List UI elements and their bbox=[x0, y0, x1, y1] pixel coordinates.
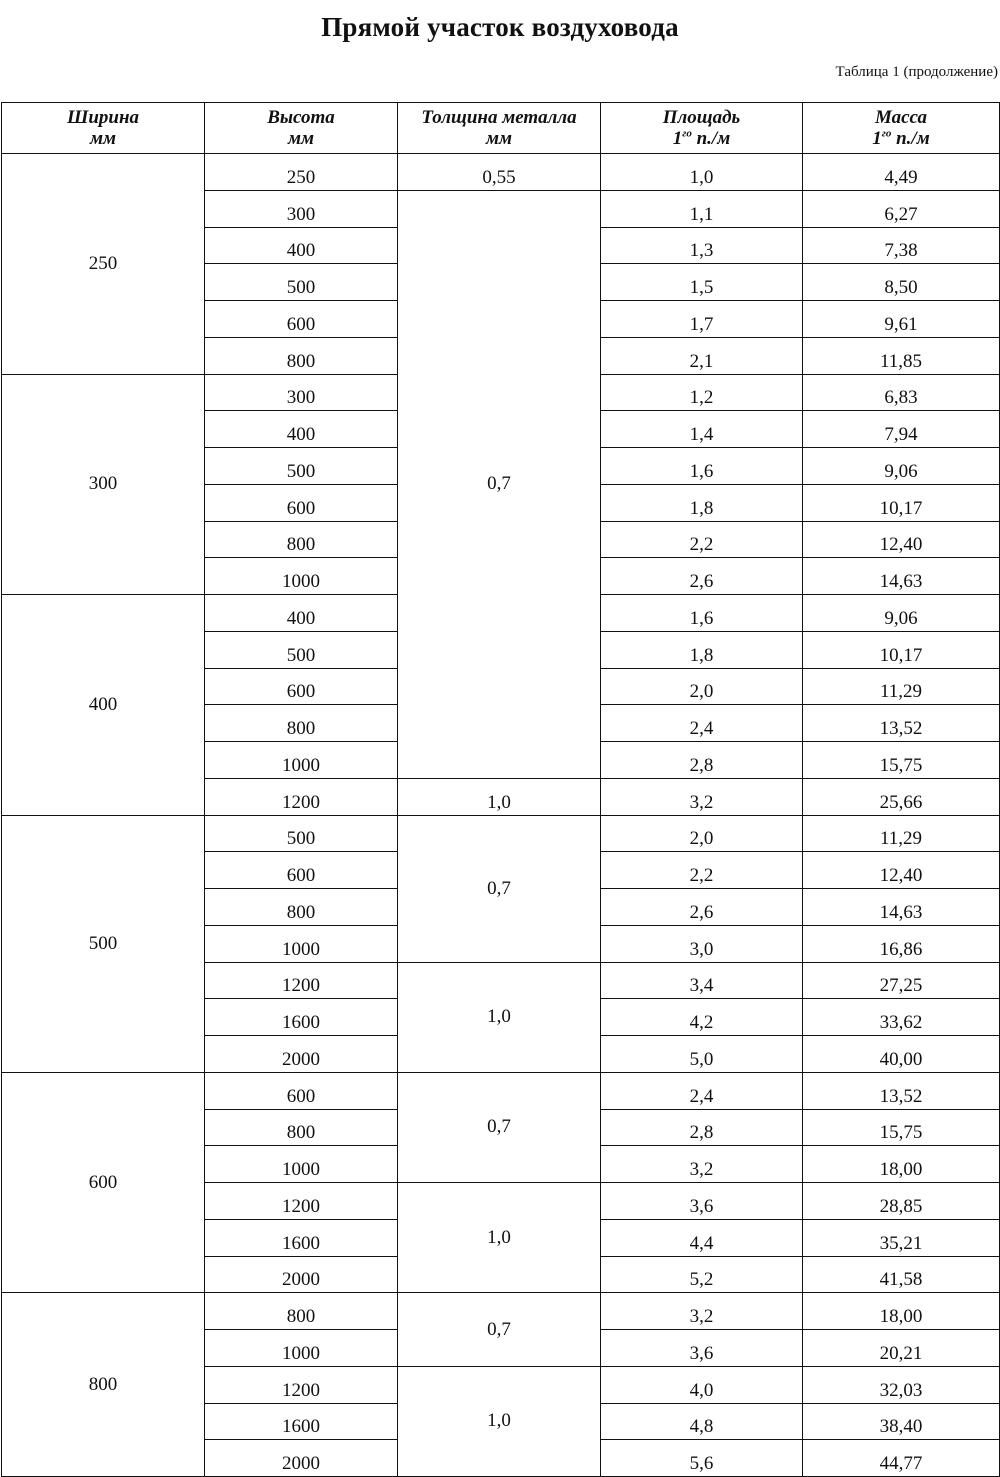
cell-width: 600 bbox=[2, 1072, 205, 1293]
duct-table bbox=[1, 102, 1000, 1477]
cell-height: 1000 bbox=[205, 1330, 398, 1367]
cell-area: 4,2 bbox=[601, 999, 803, 1036]
cell-mass: 32,03 bbox=[803, 1366, 1000, 1403]
cell-mass: 11,85 bbox=[803, 337, 1000, 374]
cell-height: 1000 bbox=[205, 742, 398, 779]
cell-mass: 35,21 bbox=[803, 1219, 1000, 1256]
header-height-unit: мм bbox=[287, 128, 315, 149]
cell-height: 400 bbox=[205, 411, 398, 448]
cell-area: 1,7 bbox=[601, 301, 803, 338]
cell-mass: 12,40 bbox=[803, 521, 1000, 558]
header-mass-unit-sup: го bbox=[881, 127, 892, 140]
cell-mass: 11,29 bbox=[803, 815, 1000, 852]
header-area-unit-sup: го bbox=[682, 127, 692, 140]
cell-area: 4,0 bbox=[601, 1366, 803, 1403]
cell-thickness: 0,7 bbox=[398, 815, 601, 962]
cell-width: 800 bbox=[2, 1293, 205, 1477]
cell-height: 1600 bbox=[205, 1219, 398, 1256]
cell-area: 2,0 bbox=[601, 668, 803, 705]
cell-height: 800 bbox=[205, 1293, 398, 1330]
cell-thickness: 1,0 bbox=[398, 778, 601, 815]
cell-mass: 15,75 bbox=[803, 742, 1000, 779]
cell-mass: 28,85 bbox=[803, 1183, 1000, 1220]
cell-area: 1,6 bbox=[601, 595, 803, 632]
cell-area: 5,0 bbox=[601, 1036, 803, 1073]
cell-mass: 15,75 bbox=[803, 1109, 1000, 1146]
cell-area: 1,5 bbox=[601, 264, 803, 301]
header-height-label: Высота bbox=[267, 107, 335, 128]
cell-thickness: 0,7 bbox=[398, 1293, 601, 1367]
cell-mass: 33,62 bbox=[803, 999, 1000, 1036]
cell-area: 3,6 bbox=[601, 1330, 803, 1367]
cell-height: 1000 bbox=[205, 558, 398, 595]
cell-area: 5,6 bbox=[601, 1440, 803, 1477]
header-mass-label: Масса bbox=[875, 107, 927, 128]
cell-height: 500 bbox=[205, 631, 398, 668]
cell-area: 3,4 bbox=[601, 962, 803, 999]
cell-mass: 7,38 bbox=[803, 227, 1000, 264]
header-area bbox=[601, 103, 803, 154]
cell-mass: 41,58 bbox=[803, 1256, 1000, 1293]
cell-area: 4,8 bbox=[601, 1403, 803, 1440]
cell-mass: 4,49 bbox=[803, 154, 1000, 191]
table-row bbox=[2, 815, 1000, 852]
cell-height: 1600 bbox=[205, 999, 398, 1036]
cell-height: 300 bbox=[205, 190, 398, 227]
cell-area: 1,8 bbox=[601, 631, 803, 668]
cell-area: 2,2 bbox=[601, 852, 803, 889]
cell-height: 500 bbox=[205, 264, 398, 301]
cell-height: 600 bbox=[205, 484, 398, 521]
cell-height: 1000 bbox=[205, 1146, 398, 1183]
cell-mass: 11,29 bbox=[803, 668, 1000, 705]
table-header bbox=[2, 103, 1000, 154]
header-mass-unit-num: 1 bbox=[872, 128, 882, 149]
cell-mass: 18,00 bbox=[803, 1293, 1000, 1330]
cell-thickness: 1,0 bbox=[398, 1183, 601, 1293]
cell-mass: 8,50 bbox=[803, 264, 1000, 301]
cell-width: 500 bbox=[2, 815, 205, 1072]
cell-height: 1200 bbox=[205, 778, 398, 815]
cell-height: 400 bbox=[205, 595, 398, 632]
cell-mass: 7,94 bbox=[803, 411, 1000, 448]
cell-thickness: 1,0 bbox=[398, 1366, 601, 1476]
cell-mass: 6,83 bbox=[803, 374, 1000, 411]
cell-area: 2,4 bbox=[601, 1072, 803, 1109]
header-width bbox=[2, 103, 205, 154]
cell-mass: 14,63 bbox=[803, 558, 1000, 595]
cell-height: 300 bbox=[205, 374, 398, 411]
header-area-unit: п./м bbox=[691, 128, 731, 149]
cell-area: 2,6 bbox=[601, 558, 803, 595]
cell-mass: 10,17 bbox=[803, 631, 1000, 668]
cell-width: 400 bbox=[2, 595, 205, 816]
cell-thickness: 0,55 bbox=[398, 154, 601, 191]
page-title: Прямой участок воздуховода bbox=[321, 12, 679, 42]
cell-height: 800 bbox=[205, 337, 398, 374]
cell-area: 3,2 bbox=[601, 1293, 803, 1330]
cell-area: 2,0 bbox=[601, 815, 803, 852]
header-area-label: Площадь bbox=[662, 107, 741, 128]
cell-area: 1,2 bbox=[601, 374, 803, 411]
cell-height: 2000 bbox=[205, 1036, 398, 1073]
header-mass-unit: п./м bbox=[891, 128, 930, 149]
cell-area: 1,6 bbox=[601, 448, 803, 485]
cell-area: 3,2 bbox=[601, 1146, 803, 1183]
cell-mass: 13,52 bbox=[803, 1072, 1000, 1109]
cell-area: 3,0 bbox=[601, 925, 803, 962]
cell-area: 3,6 bbox=[601, 1183, 803, 1220]
cell-area: 1,0 bbox=[601, 154, 803, 191]
table-caption: Таблица 1 (продолжение) bbox=[835, 64, 998, 80]
cell-mass: 27,25 bbox=[803, 962, 1000, 999]
cell-area: 4,4 bbox=[601, 1219, 803, 1256]
cell-thickness: 0,7 bbox=[398, 1072, 601, 1182]
cell-height: 500 bbox=[205, 815, 398, 852]
cell-mass: 9,61 bbox=[803, 301, 1000, 338]
cell-mass: 16,86 bbox=[803, 925, 1000, 962]
cell-height: 1200 bbox=[205, 962, 398, 999]
cell-mass: 12,40 bbox=[803, 852, 1000, 889]
cell-mass: 40,00 bbox=[803, 1036, 1000, 1073]
cell-area: 2,4 bbox=[601, 705, 803, 742]
cell-mass: 6,27 bbox=[803, 190, 1000, 227]
cell-height: 500 bbox=[205, 448, 398, 485]
cell-mass: 9,06 bbox=[803, 448, 1000, 485]
cell-mass: 18,00 bbox=[803, 1146, 1000, 1183]
table-body bbox=[2, 154, 1000, 1477]
cell-area: 2,6 bbox=[601, 889, 803, 926]
cell-area: 3,2 bbox=[601, 778, 803, 815]
cell-height: 600 bbox=[205, 1072, 398, 1109]
header-thickness bbox=[398, 103, 601, 154]
cell-height: 600 bbox=[205, 668, 398, 705]
cell-mass: 14,63 bbox=[803, 889, 1000, 926]
cell-height: 800 bbox=[205, 521, 398, 558]
cell-height: 800 bbox=[205, 1109, 398, 1146]
cell-height: 600 bbox=[205, 301, 398, 338]
cell-height: 600 bbox=[205, 852, 398, 889]
cell-width: 300 bbox=[2, 374, 205, 595]
header-mass bbox=[803, 103, 1000, 154]
table-row bbox=[2, 154, 1000, 191]
cell-height: 2000 bbox=[205, 1256, 398, 1293]
cell-mass: 9,06 bbox=[803, 595, 1000, 632]
table-row bbox=[2, 1293, 1000, 1330]
header-thickness-label: Толщина металла bbox=[421, 107, 577, 128]
cell-thickness: 1,0 bbox=[398, 962, 601, 1072]
cell-mass: 13,52 bbox=[803, 705, 1000, 742]
header-thickness-unit: мм bbox=[485, 128, 513, 149]
cell-mass: 25,66 bbox=[803, 778, 1000, 815]
cell-area: 5,2 bbox=[601, 1256, 803, 1293]
cell-mass: 20,21 bbox=[803, 1330, 1000, 1367]
cell-height: 1600 bbox=[205, 1403, 398, 1440]
cell-area: 1,3 bbox=[601, 227, 803, 264]
cell-height: 400 bbox=[205, 227, 398, 264]
table-row bbox=[2, 1072, 1000, 1109]
cell-height: 1200 bbox=[205, 1366, 398, 1403]
header-width-label: Ширина bbox=[66, 107, 140, 128]
header-area-unit-num: 1 bbox=[672, 128, 683, 149]
cell-thickness: 0,7 bbox=[398, 190, 601, 778]
cell-width: 250 bbox=[2, 154, 205, 375]
cell-area: 2,8 bbox=[601, 1109, 803, 1146]
cell-height: 800 bbox=[205, 889, 398, 926]
cell-mass: 44,77 bbox=[803, 1440, 1000, 1477]
cell-height: 1000 bbox=[205, 925, 398, 962]
cell-area: 1,8 bbox=[601, 484, 803, 521]
header-row bbox=[2, 103, 1000, 154]
cell-height: 2000 bbox=[205, 1440, 398, 1477]
cell-mass: 38,40 bbox=[803, 1403, 1000, 1440]
cell-area: 2,8 bbox=[601, 742, 803, 779]
cell-area: 1,4 bbox=[601, 411, 803, 448]
cell-height: 800 bbox=[205, 705, 398, 742]
cell-height: 250 bbox=[205, 154, 398, 191]
cell-area: 1,1 bbox=[601, 190, 803, 227]
cell-area: 2,2 bbox=[601, 521, 803, 558]
header-height bbox=[205, 103, 398, 154]
cell-mass: 10,17 bbox=[803, 484, 1000, 521]
cell-area: 2,1 bbox=[601, 337, 803, 374]
cell-height: 1200 bbox=[205, 1183, 398, 1220]
header-width-unit: мм bbox=[89, 128, 117, 149]
